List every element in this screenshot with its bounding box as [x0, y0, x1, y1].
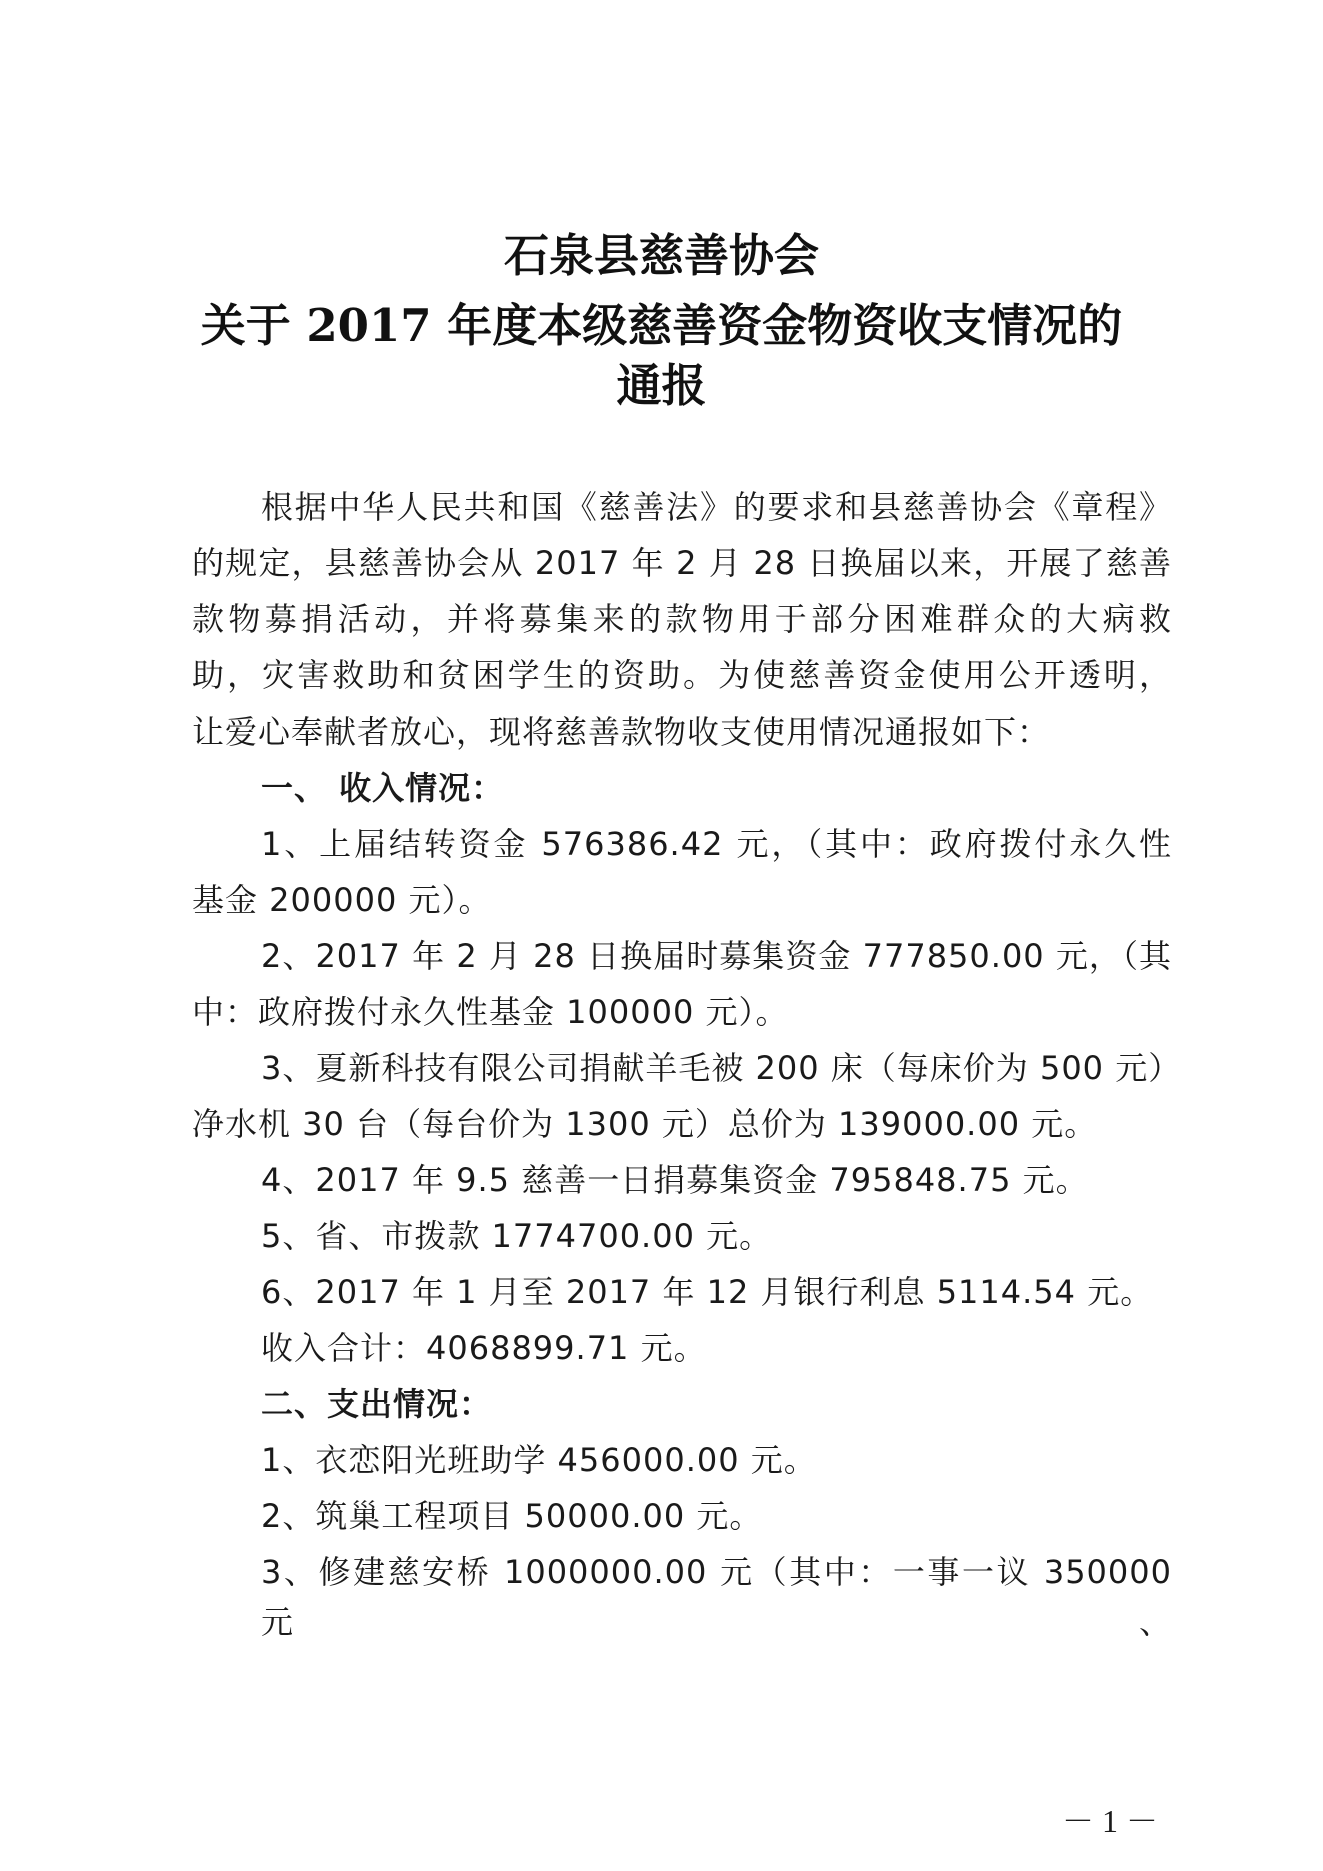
income-item: 1、上届结转资金 576386.42 元，（其中：政府拨付永久性 — [261, 825, 1172, 863]
expense-heading: 二、支出情况： — [261, 1385, 493, 1423]
title-subject: 关于 2017 年度本级慈善资金物资收支情况的 — [200, 299, 1123, 352]
income-item: 基金 200000 元）。 — [192, 881, 492, 919]
expense-item: 2、筑巢工程项目 50000.00 元。 — [261, 1497, 763, 1535]
income-item: 4、2017 年 9.5 慈善一日捐募集资金 795848.75 元。 — [261, 1161, 1089, 1199]
income-item: 6、2017 年 1 月至 2017 年 12 月银行利息 5114.54 元。 — [261, 1273, 1154, 1311]
income-item: 3、夏新科技有限公司捐献羊毛被 200 床（每床价为 500 元） — [261, 1049, 1182, 1087]
income-heading: 一、 收入情况： — [261, 769, 505, 807]
page-number: － 1 － — [1062, 1803, 1159, 1839]
income-item: 中：政府拨付永久性基金 100000 元）。 — [192, 993, 789, 1031]
expense-item: 1、衣恋阳光班助学 456000.00 元。 — [261, 1441, 817, 1479]
title-org: 石泉县慈善协会 — [503, 229, 819, 282]
income-item: 2、2017 年 2 月 28 日换届时募集资金 777850.00 元，（其 — [261, 937, 1172, 975]
intro-line: 款物募捐活动，并将募集来的款物用于部分困难群众的大病救 — [192, 600, 1172, 638]
intro-line: 根据中华人民共和国《慈善法》的要求和县慈善协会《章程》 — [261, 488, 1172, 526]
income-total: 收入合计：4068899.71 元。 — [261, 1329, 707, 1367]
title-end: 通报 — [616, 359, 707, 412]
intro-line: 的规定，县慈善协会从 2017 年 2 月 28 日换届以来，开展了慈善 — [192, 544, 1172, 582]
income-item: 净水机 30 台（每台价为 1300 元）总价为 139000.00 元。 — [192, 1105, 1098, 1143]
intro-line: 助，灾害救助和贫困学生的资助。为使慈善资金使用公开透明， — [192, 656, 1172, 694]
expense-item: 3、修建慈安桥 1000000.00 元（其中：一事一议 350000 元、 — [261, 1553, 1172, 1641]
intro-line: 让爱心奉献者放心，现将慈善款物收支使用情况通报如下： — [192, 713, 1051, 751]
income-item: 5、省、市拨款 1774700.00 元。 — [261, 1217, 773, 1255]
